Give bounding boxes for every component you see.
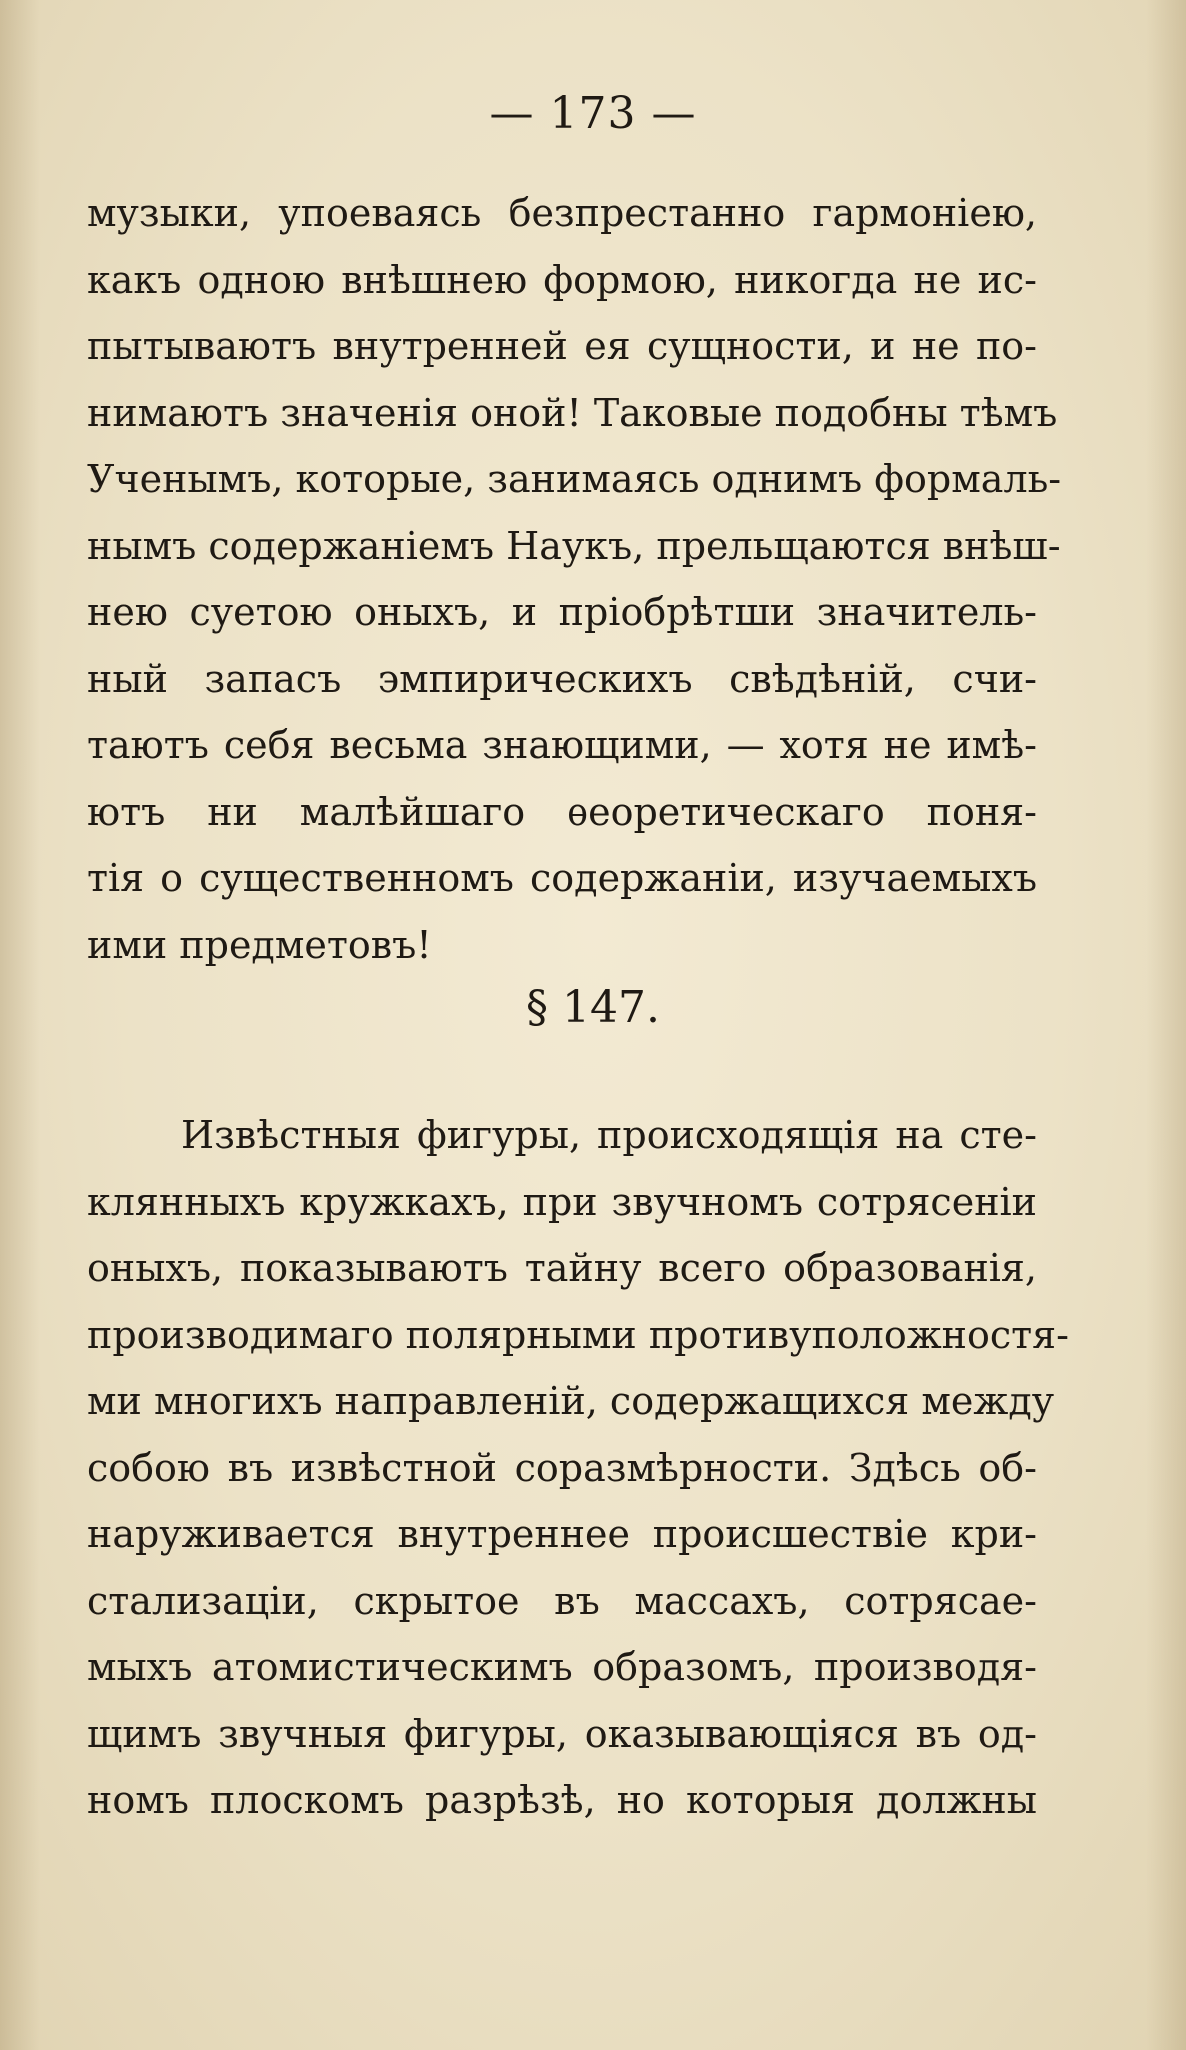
text-line: стализацiи, скрытое въ массахъ, сотрясае- [87,1578,1037,1623]
page-number: — 173 — [489,88,697,139]
text-line: нею суетою оныхъ, и прiобрѣтши значитель- [87,590,1037,634]
text-line: ими предметовъ! [87,922,432,967]
text-line: пытываютъ внутренней ея сущности, и не по- [87,324,1037,368]
text-line: наруживается внутреннее происшествiе кри- [87,1512,1037,1556]
text-line: нимаютъ значенiя оной! Таковые подобны тѣмъ [87,390,1058,435]
text-line: ютъ ни малѣйшаго ѳеоретическаго поня- [87,789,1037,834]
text-line: клянныхъ кружкахъ, при звучномъ сотрясенiи [87,1179,1037,1224]
text-line: ми многихъ направленiй, содержащихся между [87,1379,1055,1423]
text-line: собою въ извѣстной соразмѣрности. Здѣсь об- [87,1445,1037,1490]
text-line: производимаго полярными противуположностя- [87,1312,1069,1357]
text-line: Ученымъ, которые, занимаясь однимъ формаль- [87,457,1062,501]
paragraph-1 [87,180,1062,978]
text-line: тiя о существенномъ содержанiи, изучаемыхъ [87,856,1037,900]
text-line: музыки, упоеваясь безпрестанно гармонiею, [87,191,1037,235]
text-line: номъ плоскомъ разрѣзѣ, но которыя должны [87,1778,1037,1822]
text-line: оныхъ, показываютъ тайну всего образованiя, [87,1246,1037,1290]
text-line: какъ одною внѣшнею формою, никогда не ис- [87,257,1037,302]
text-line: Извѣстныя фигуры, происходящiя на сте- [181,1113,1037,1157]
text-line: мыхъ атомистическимъ образомъ, производя- [87,1645,1037,1689]
text-line: щимъ звучныя фигуры, оказывающiяся въ од- [87,1711,1037,1756]
text-line: нымъ содержанiемъ Наукъ, прельщаются внѣш- [87,523,1061,568]
section-heading: § 147. [526,982,660,1033]
paragraph-2 [87,1102,1069,1834]
text-line: ный запасъ эмпирическихъ свѣдѣнiй, счи- [87,656,1037,701]
text-line: таютъ себя весьма знающими, — хотя не имѣ- [87,723,1037,767]
